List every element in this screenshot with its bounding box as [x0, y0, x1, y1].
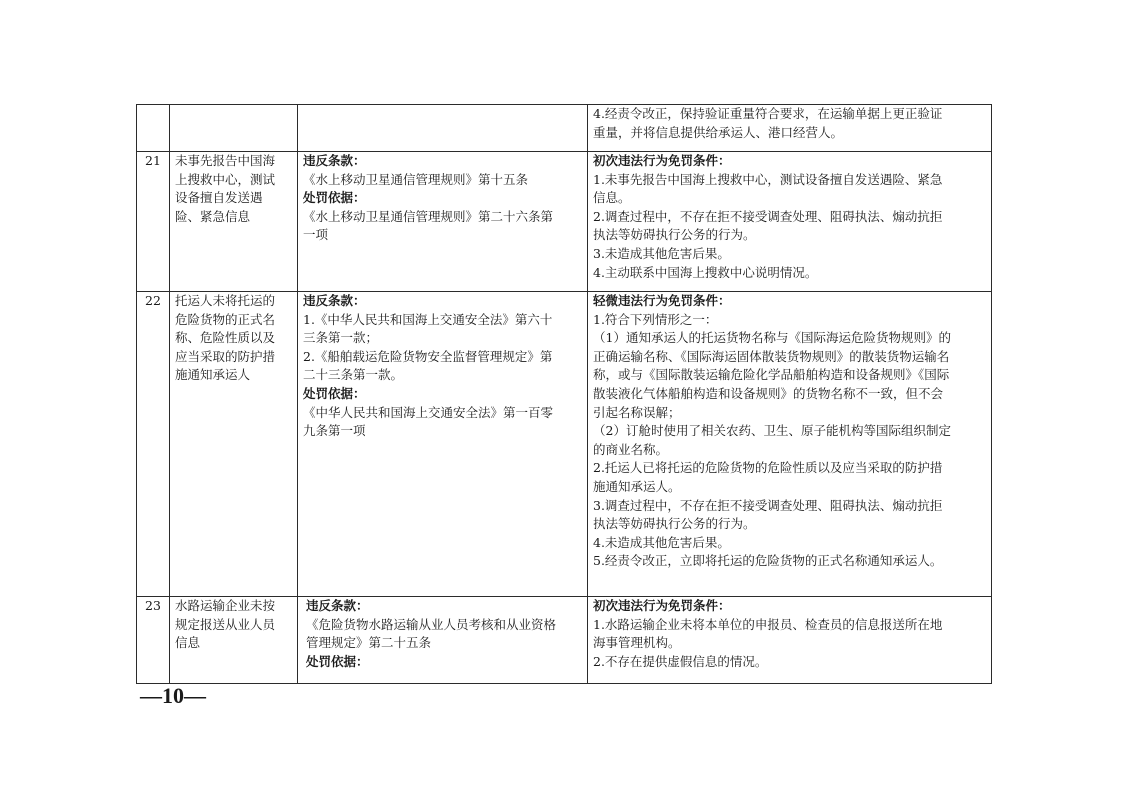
basis-line: 一项: [303, 227, 329, 243]
legal-basis-cell: [298, 597, 588, 684]
description-line: 称、危险性质以及: [175, 330, 276, 346]
violation-description-cell: [170, 105, 298, 152]
legal-basis-cell: [298, 105, 588, 152]
exemption-heading: 轻微违法行为免罚条件：: [593, 293, 731, 308]
basis-line: 《水上移动卫星通信管理规则》第二十六条第: [303, 208, 554, 224]
row-number-cell: [137, 597, 170, 684]
page-number: —10—: [140, 683, 206, 708]
description-line: 上搜救中心，测试: [175, 171, 276, 187]
legal-basis-cell: [298, 152, 588, 292]
description-line: 水路运输企业未按: [175, 598, 276, 613]
violated-clause-heading: 违反条款：: [303, 293, 366, 308]
condition-line: 4.未造成其他危害后果。: [593, 534, 730, 550]
condition-line: 2.托运人已将托运的危险货物的危险性质以及应当采取的防护措: [593, 460, 943, 476]
basis-line: 《水上移动卫星通信管理规则》第十五条: [303, 171, 529, 187]
description-line: 托运人未将托运的: [175, 293, 276, 308]
condition-line: 散装液化气体船舶构造和设备规则》的货物名称不一致，但不会: [593, 385, 944, 401]
row-number: 22: [145, 293, 161, 308]
exemption-conditions-cell: [588, 597, 992, 684]
description-line: 险、紧急信息: [175, 208, 251, 224]
condition-line: 4.主动联系中国海上搜救中心说明情况。: [593, 264, 818, 280]
basis-line: 《中华人民共和国海上交通安全法》第一百零: [303, 404, 554, 420]
table-row: [137, 152, 992, 292]
row-number: 23: [145, 598, 161, 613]
condition-line: 1.水路运输企业未将本单位的申报员、检查员的信息报送所在地: [593, 616, 943, 632]
table-row: [137, 105, 992, 152]
description-line: 施通知承运人: [175, 367, 251, 383]
condition-line: （1）通知承运人的托运货物名称与《国际海运危险货物规则》的: [593, 330, 951, 346]
condition-line: 4.经责令改正，保持验证重量符合要求，在运输单据上更正验证: [593, 106, 943, 121]
condition-line: 1.未事先报告中国海上搜救中心，测试设备擅自发送遇险、紧急: [593, 171, 943, 187]
penalty-basis-heading: 处罚依据：: [306, 653, 369, 669]
exemption-heading: 初次违法行为免罚条件：: [593, 598, 731, 613]
basis-line: 九条第一项: [303, 423, 366, 439]
table-row: [137, 292, 992, 597]
table-row: [137, 597, 992, 684]
description-line: 信息: [175, 635, 201, 651]
violation-description-cell: [170, 292, 298, 597]
violation-description-cell: [170, 152, 298, 292]
exemption-conditions-cell: [588, 105, 992, 152]
legal-basis-cell: [298, 292, 588, 597]
exemption-conditions-cell: [588, 292, 992, 597]
penalty-basis-heading: 处罚依据：: [303, 190, 366, 206]
row-number-cell: [137, 105, 170, 152]
condition-line: 海事管理机构。: [593, 635, 681, 651]
row-number-cell: [137, 292, 170, 597]
violated-clause-heading: 违反条款：: [306, 598, 369, 613]
violated-clause-heading: 违反条款：: [303, 153, 366, 168]
row-number-cell: [137, 152, 170, 292]
basis-line: 管理规定》第二十五条: [306, 635, 432, 651]
condition-line: 2.调查过程中，不存在拒不接受调查处理、阻碍执法、煽动抗拒: [593, 208, 943, 224]
condition-line: 施通知承运人。: [593, 478, 681, 494]
condition-line: 执法等妨碍执行公务的行为。: [593, 516, 756, 532]
basis-line: 1.《中华人民共和国海上交通安全法》第六十: [303, 311, 553, 327]
regulation-table: [136, 104, 992, 684]
basis-line: 二十三条第一款。: [303, 367, 404, 383]
condition-line: 的商业名称。: [593, 441, 669, 457]
exemption-heading: 初次违法行为免罚条件：: [593, 153, 731, 168]
condition-line: 3.调查过程中，不存在拒不接受调查处理、阻碍执法、煽动抗拒: [593, 497, 943, 513]
basis-line: 2.《船舶载运危险货物安全监督管理规定》第: [303, 348, 553, 364]
condition-line: 引起名称误解；: [593, 404, 681, 420]
condition-line: 2.不存在提供虚假信息的情况。: [593, 653, 768, 669]
condition-line: 信息。: [593, 190, 631, 206]
condition-line: 正确运输名称、《国际海运固体散装货物规则》的散装货物运输名: [593, 348, 950, 364]
exemption-conditions-cell: [588, 152, 992, 292]
description-line: 应当采取的防护措: [175, 348, 276, 364]
description-line: 危险货物的正式名: [175, 311, 276, 327]
condition-line: 执法等妨碍执行公务的行为。: [593, 227, 756, 243]
condition-line: 称，或与《国际散装运输危险化学品船舶构造和设备规则》《国际: [593, 367, 950, 383]
condition-line: （2）订舱时使用了相关农药、卫生、原子能机构等国际组织制定: [593, 423, 951, 439]
condition-line: 5.经责令改正，立即将托运的危险货物的正式名称通知承运人。: [593, 553, 943, 569]
penalty-basis-heading: 处罚依据：: [303, 385, 366, 401]
violation-description-cell: [170, 597, 298, 684]
condition-line: 重量，并将信息提供给承运人、港口经营人。: [593, 124, 844, 140]
condition-line: 1.符合下列情形之一：: [593, 311, 718, 327]
description-line: 未事先报告中国海: [175, 153, 276, 168]
basis-line: 三条第一款；: [303, 330, 379, 346]
condition-line: 3.未造成其他危害后果。: [593, 245, 730, 261]
row-number: 21: [145, 153, 161, 168]
basis-line: 《危险货物水路运输从业人员考核和从业资格: [306, 616, 557, 632]
description-line: 设备擅自发送遇: [175, 190, 263, 206]
description-line: 规定报送从业人员: [175, 616, 276, 632]
